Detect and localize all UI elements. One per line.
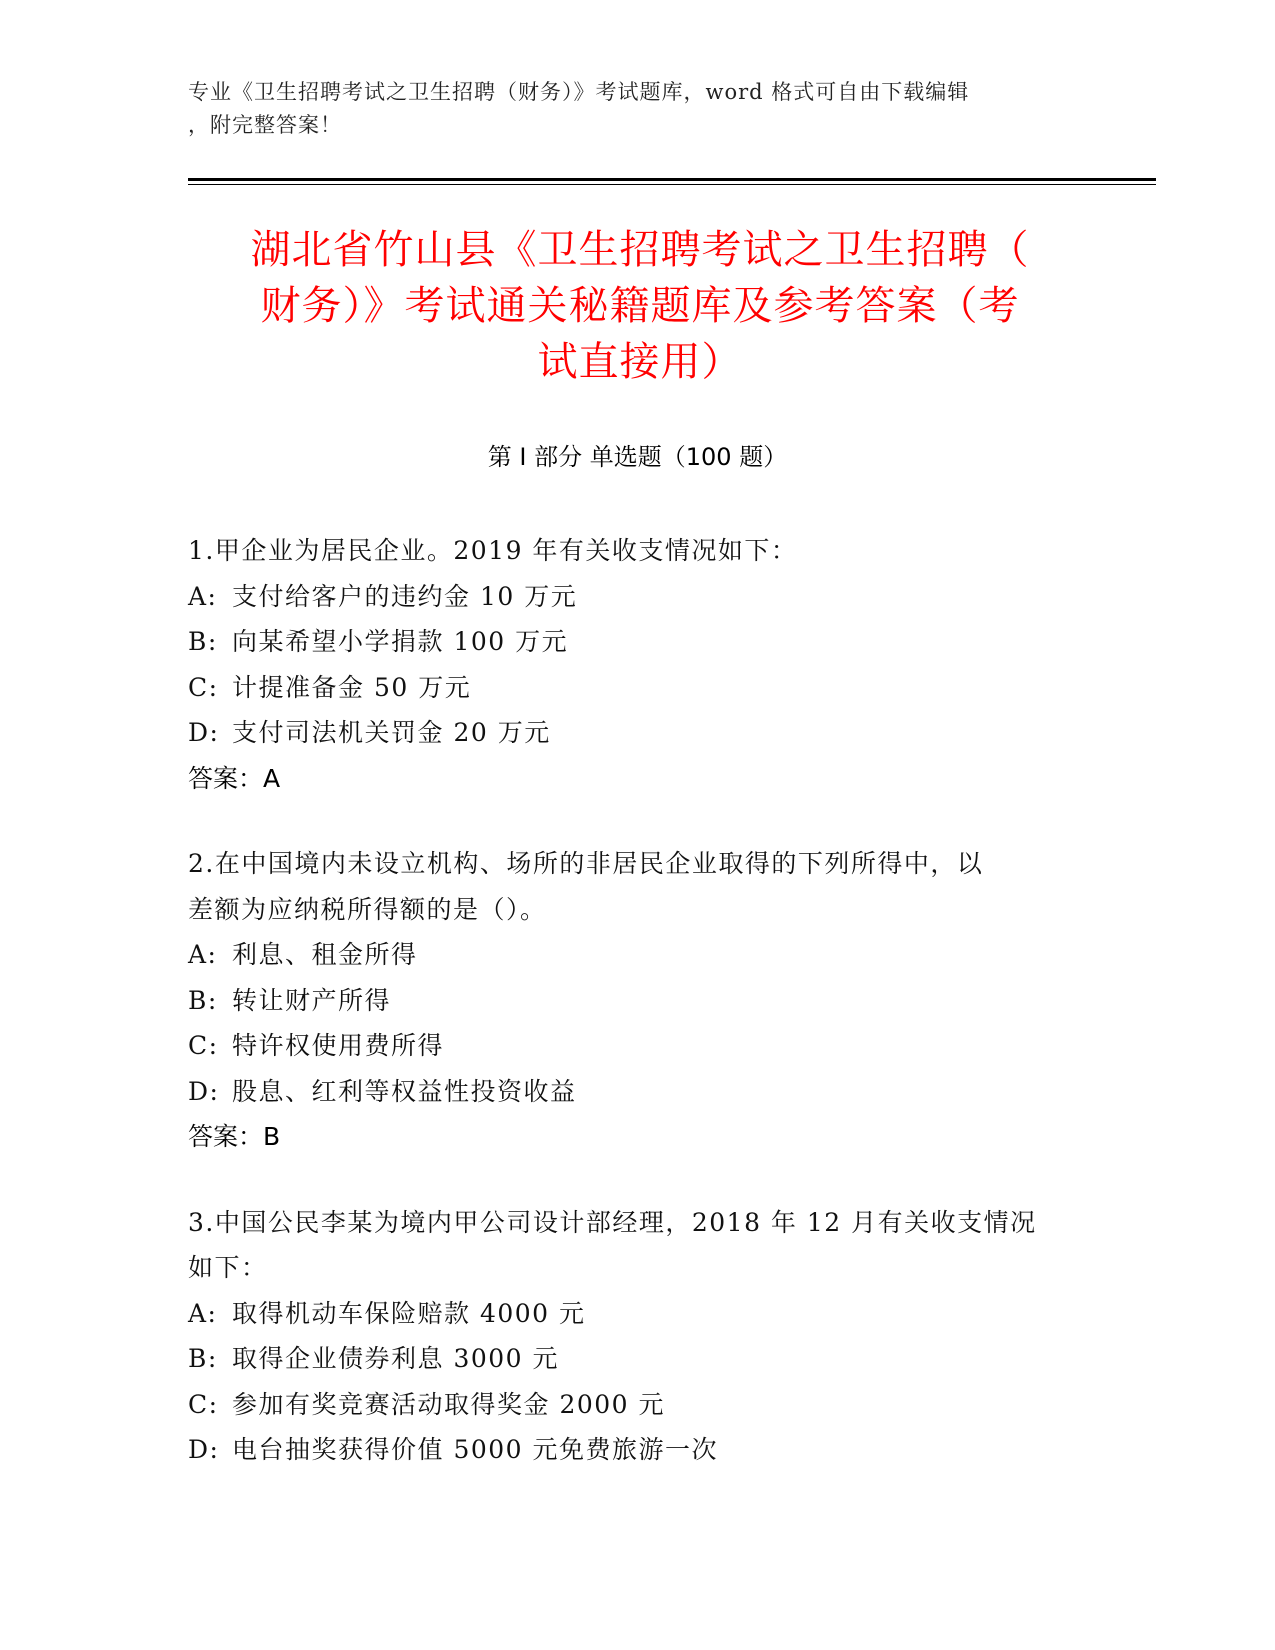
option-b (188, 619, 1088, 665)
option-letter: C: (188, 672, 219, 702)
option-c (188, 665, 1088, 711)
option-d (188, 1427, 1088, 1473)
option-letter: B: (188, 985, 218, 1015)
question-stem: 3.中国公民李某为境内甲公司设计部经理，2018 年 12 月有关收支情况 (188, 1207, 1037, 1237)
option-c (188, 1023, 1088, 1069)
header-note-line-2: ，附完整答案！ (188, 113, 342, 137)
question-stem-continued: 差额为应纳税所得额的是（）。 (188, 894, 547, 924)
option-text: 参加有奖竞赛活动取得奖金 2000 元 (232, 1389, 666, 1419)
question-item (188, 841, 1088, 1160)
option-a (188, 574, 1088, 620)
header-note-line-1: 专业《卫生招聘考试之卫生招聘（财务）》考试题库，word 格式可自由下载编辑 (188, 80, 970, 104)
document-title (160, 222, 1120, 390)
option-letter: C: (188, 1389, 219, 1419)
option-d (188, 1069, 1088, 1115)
question-stem: 1.甲企业为居民企业。2019 年有关收支情况如下： (188, 536, 798, 565)
option-letter: A: (188, 1298, 218, 1328)
option-letter: A: (188, 581, 218, 611)
option-text: 计提准备金 50 万元 (232, 672, 472, 702)
option-letter: C: (188, 1031, 219, 1060)
option-b (188, 978, 1088, 1024)
option-letter: B: (188, 1344, 218, 1373)
option-text: 转让财产所得 (232, 985, 392, 1015)
option-letter: D: (188, 1076, 220, 1106)
question-stem: 2.在中国境内未设立机构、场所的非居民企业取得的下列所得中，以 (188, 849, 984, 878)
option-text: 取得机动车保险赔款 4000 元 (232, 1298, 586, 1328)
question-stem-continued: 如下： (188, 1253, 268, 1282)
option-text: 特许权使用费所得 (232, 1031, 445, 1060)
option-text: 利息、租金所得 (232, 940, 418, 969)
option-letter: D: (188, 718, 220, 747)
option-text: 向某希望小学捐款 100 万元 (232, 627, 569, 656)
option-c (188, 1382, 1088, 1428)
option-letter: D: (188, 1435, 220, 1464)
header-divider-thick (188, 178, 1156, 181)
option-text: 支付给客户的违约金 10 万元 (232, 581, 578, 611)
document-title-line-1: 湖北省竹山县《卫生招聘考试之卫生招聘（ (250, 227, 1030, 273)
option-text: 取得企业债券利息 3000 元 (232, 1344, 560, 1373)
option-a (188, 932, 1088, 978)
question-list (188, 528, 1088, 1513)
section-heading: 第 I 部分 单选题（100 题） (487, 443, 788, 471)
option-letter: B: (188, 627, 218, 656)
answer-label: 答案：A (188, 763, 281, 793)
option-text: 电台抽奖获得价值 5000 元免费旅游一次 (232, 1435, 719, 1464)
question-item (188, 528, 1088, 801)
document-title-line-2: 财务）》考试通关秘籍题库及参考答案（考 (260, 283, 1020, 329)
header-note (188, 76, 1068, 142)
answer-label: 答案：B (188, 1122, 281, 1151)
option-a (188, 1291, 1088, 1337)
option-d (188, 710, 1088, 756)
header-divider-thin (188, 184, 1156, 185)
option-text: 股息、红利等权益性投资收益 (232, 1076, 577, 1106)
option-text: 支付司法机关罚金 20 万元 (232, 718, 551, 747)
document-title-line-3: 试直接用） (537, 339, 743, 385)
question-item (188, 1200, 1088, 1473)
option-letter: A: (188, 940, 218, 969)
option-b (188, 1336, 1088, 1382)
